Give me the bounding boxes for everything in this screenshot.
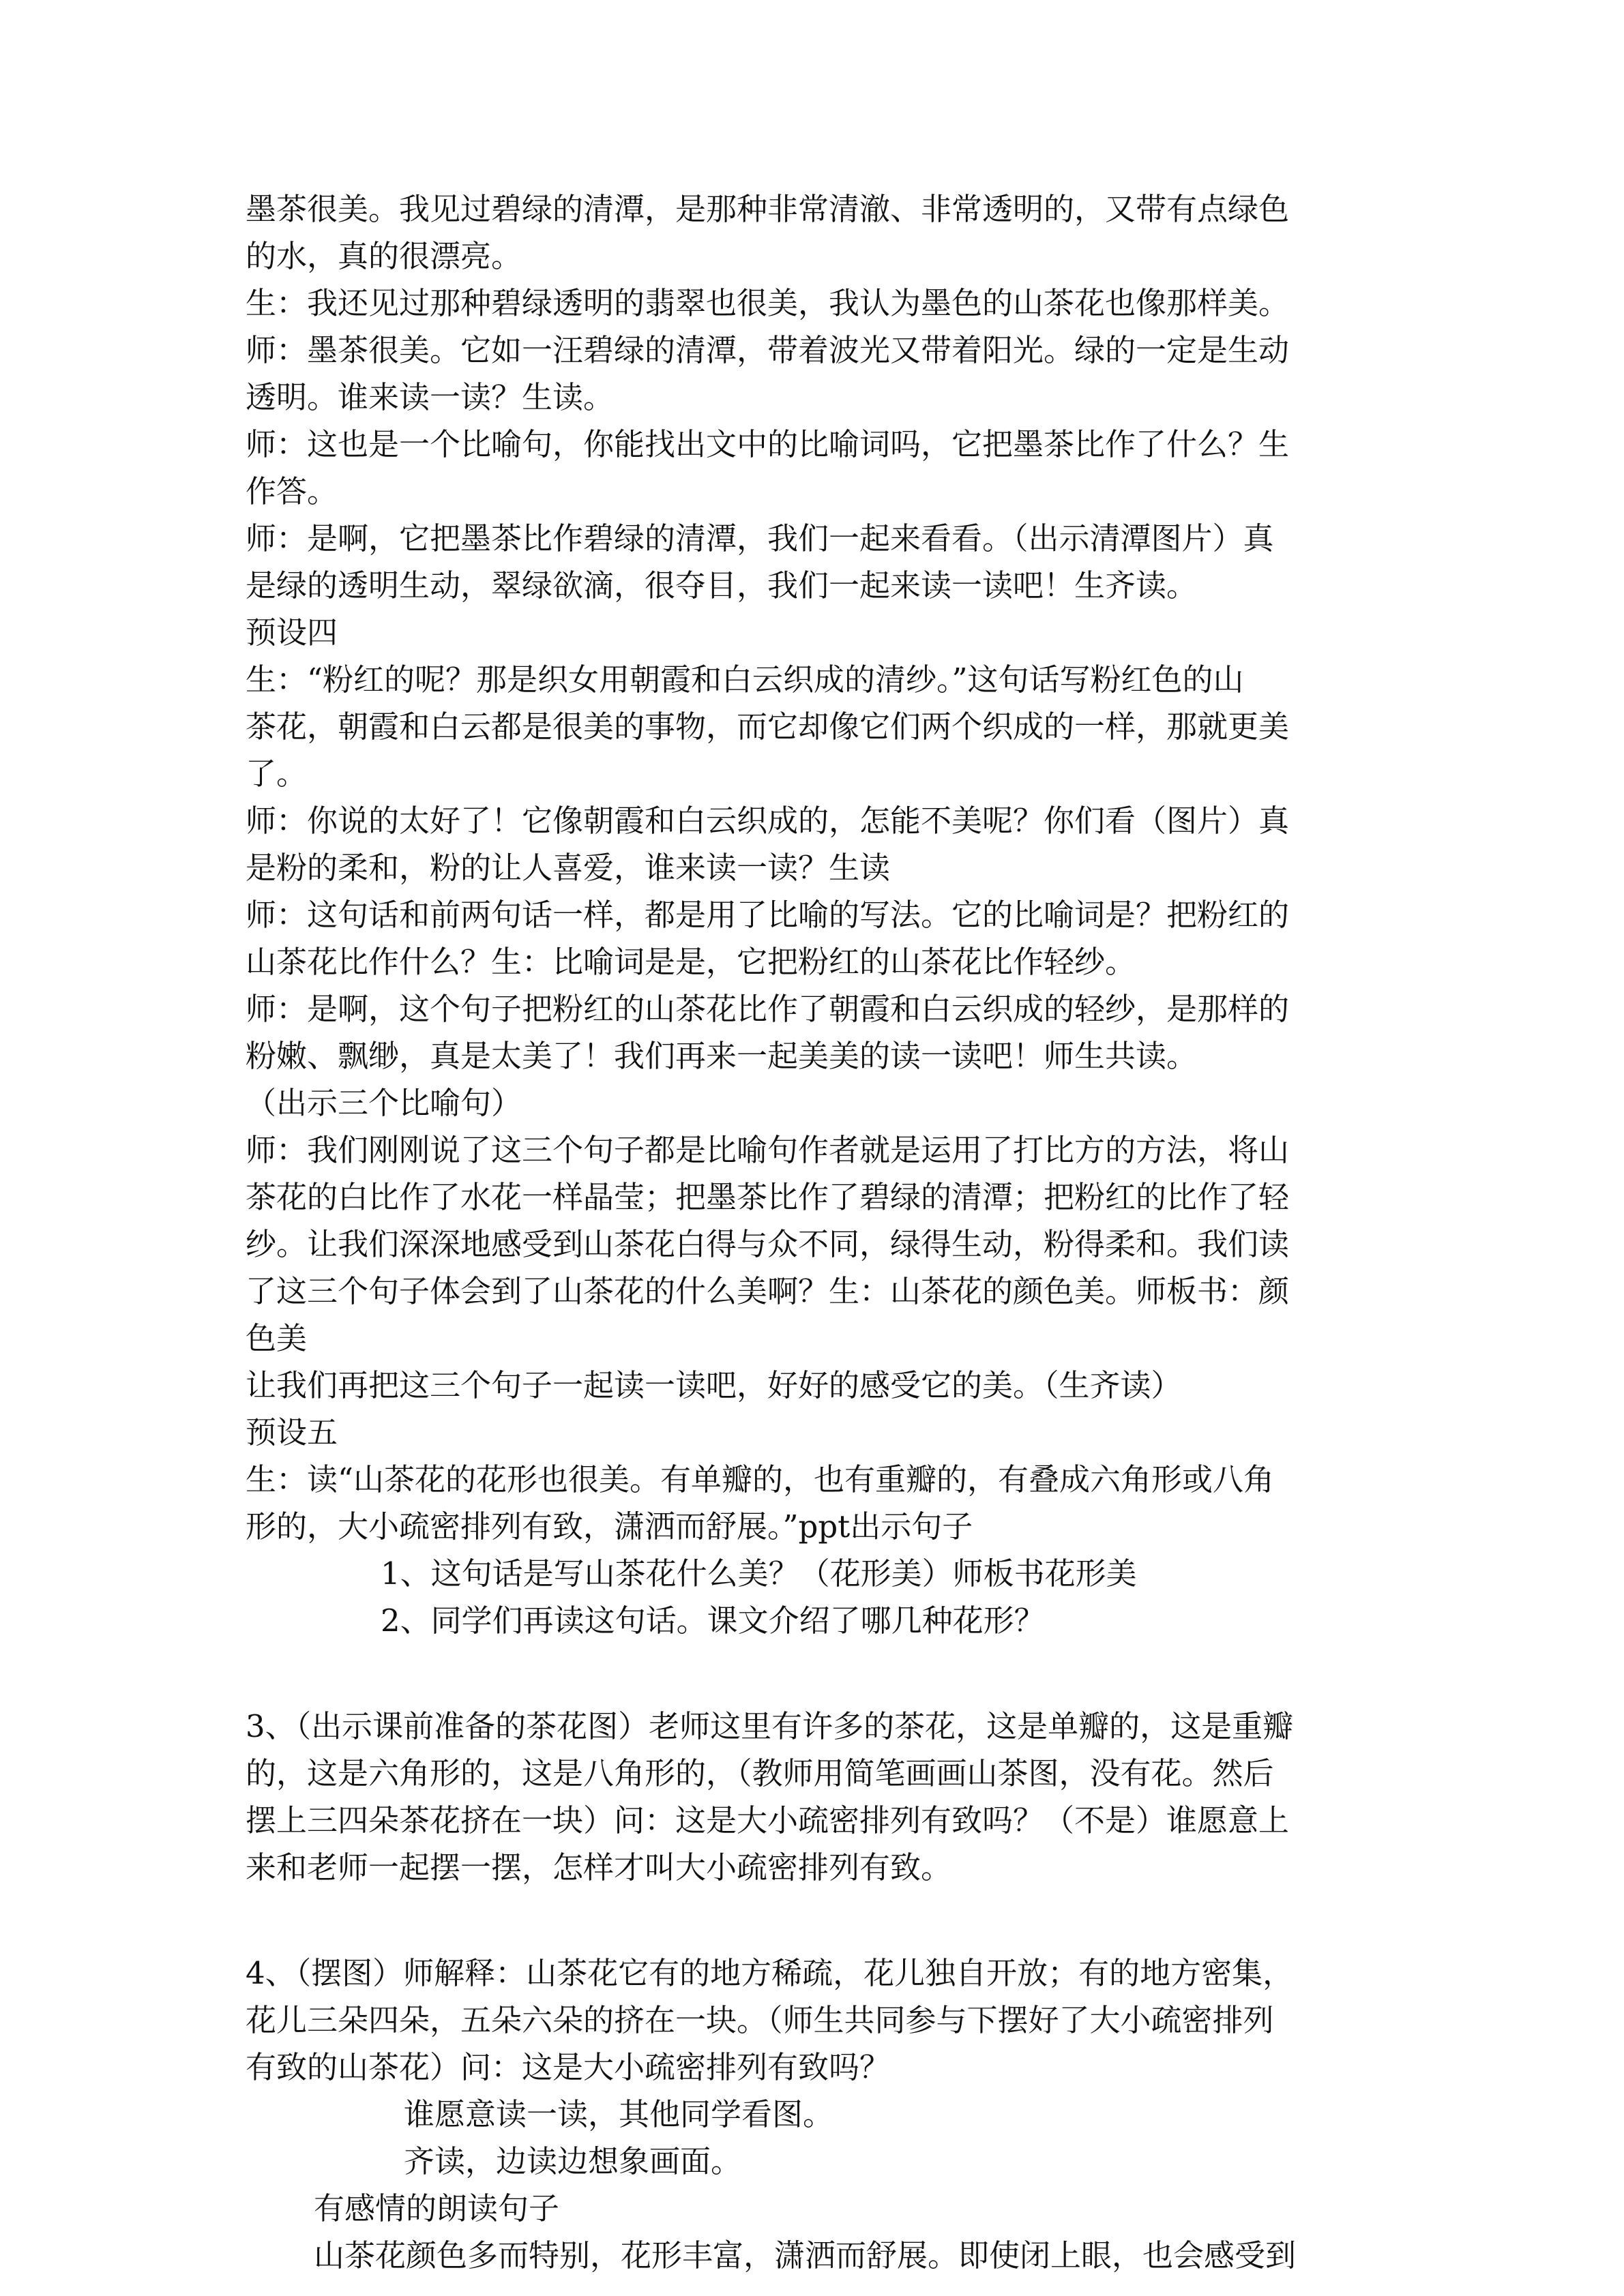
text-line: （出示三个比喻句） [246, 1085, 522, 1121]
text-line: 作答。 [246, 473, 338, 509]
list-item: 1、这句话是写山茶花什么美？（花形美）师板书花形美 [381, 1555, 1137, 1592]
document-body [246, 185, 1378, 2279]
text-line: 摆上三四朵茶花挤在一块）问：这是大小疏密排列有致吗？（不是）谁愿意上 [246, 1802, 1290, 1838]
text-line: 纱。让我们深深地感受到山茶花白得与众不同，绿得生动，粉得柔和。我们读 [246, 1226, 1290, 1262]
text-line: 生：我还见过那种碧绿透明的翡翠也很美，我认为墨色的山茶花也像那样美。 [246, 285, 1290, 321]
text-line: 师：墨茶很美。它如一汪碧绿的清潭，带着波光又带着阳光。绿的一定是生动 [246, 332, 1290, 368]
text-line: 有致的山茶花）问：这是大小疏密排列有致吗？ [246, 2049, 891, 2085]
text-line: 师：这句话和前两句话一样，都是用了比喻的写法。它的比喻词是？把粉红的 [246, 897, 1290, 933]
text-line: 了。 [246, 756, 308, 792]
text-line: 师：这也是一个比喻句，你能找出文中的比喻词吗，它把墨茶比作了什么？生 [246, 426, 1290, 462]
list-item: 谁愿意读一读，其他同学看图。 [404, 2096, 834, 2132]
text-line: 透明。谁来读一读？生读。 [246, 379, 615, 415]
text-line: 4、（摆图）师解释：山茶花它有的地方稀疏，花儿独自开放；有的地方密集， [246, 1955, 1294, 1991]
text-line: 茶花的白比作了水花一样晶莹；把墨茶比作了碧绿的清潭；把粉红的比作了轻 [246, 1179, 1290, 1215]
text-line: 的水，真的很漂亮。 [246, 238, 522, 274]
text-line: 生：读“山茶花的花形也很美。有单瓣的，也有重瓣的，有叠成六角形或八角 [246, 1461, 1275, 1497]
text-line: 花儿三朵四朵，五朵六朵的挤在一块。（师生共同参与下摆好了大小疏密排列 [246, 2002, 1274, 2038]
paragraph-gap [246, 1891, 1378, 1950]
list-item: 2、同学们再读这句话。课文介绍了哪几种花形？ [381, 1602, 1045, 1639]
text-line: 山茶花颜色多而特别，花形丰富，潇洒而舒展。即使闭上眼，也会感受到 [314, 2237, 1297, 2273]
text-line: 生：“粉红的呢？那是织女用朝霞和白云织成的清纱。”这句话写粉红色的山 [246, 661, 1244, 698]
text-line: 了这三个句子体会到了山茶花的什么美啊？生：山茶花的颜色美。师板书：颜 [246, 1273, 1290, 1309]
text-line: 是粉的柔和，粉的让人喜爱，谁来读一读？生读 [246, 850, 891, 886]
text-line: 师：我们刚刚说了这三个句子都是比喻句作者就是运用了打比方的方法，将山 [246, 1132, 1290, 1168]
section-label: 预设四 [246, 614, 338, 651]
section-label: 预设五 [246, 1414, 338, 1450]
text-line: 师：是啊，这个句子把粉红的山茶花比作了朝霞和白云织成的轻纱，是那样的 [246, 991, 1290, 1027]
text-line: 粉嫩、飘缈，真是太美了！我们再来一起美美的读一读吧！师生共读。 [246, 1038, 1198, 1074]
text-line: 师：是啊，它把墨茶比作碧绿的清潭，我们一起来看看。（出示清潭图片）真 [246, 520, 1274, 556]
text-line: 来和老师一起摆一摆，怎样才叫大小疏密排列有致。 [246, 1849, 952, 1885]
text-line: 茶花，朝霞和白云都是很美的事物，而它却像它们两个织成的一样，那就更美 [246, 709, 1290, 745]
paragraph-gap [246, 1644, 1378, 1703]
text-line: 是绿的透明生动，翠绿欲滴，很夺目，我们一起来读一读吧！生齐读。 [246, 567, 1198, 603]
text-line: 师：你说的太好了！它像朝霞和白云织成的，怎能不美呢？你们看（图片）真 [246, 803, 1290, 839]
section-heading: 有感情的朗读句子 [314, 2190, 560, 2226]
text-line: 色美 [246, 1320, 308, 1356]
text-line: 的，这是六角形的，这是八角形的，（教师用简笔画画山茶图，没有花。然后 [246, 1755, 1274, 1791]
list-item: 齐读，边读边想象画面。 [404, 2143, 742, 2179]
text-line: 让我们再把这三个句子一起读一读吧，好好的感受它的美。（生齐读） [246, 1367, 1182, 1403]
text-line: 山茶花比作什么？生：比喻词是是，它把粉红的山茶花比作轻纱。 [246, 944, 1136, 980]
text-line: 形的，大小疏密排列有致，潇洒而舒展。”ppt出示句子 [246, 1508, 973, 1545]
text-line: 墨茶很美。我见过碧绿的清潭，是那种非常清澈、非常透明的，又带有点绿色 [246, 191, 1290, 227]
text-line: 3、（出示课前准备的茶花图）老师这里有许多的茶花，这是单瓣的，这是重瓣 [246, 1708, 1294, 1744]
